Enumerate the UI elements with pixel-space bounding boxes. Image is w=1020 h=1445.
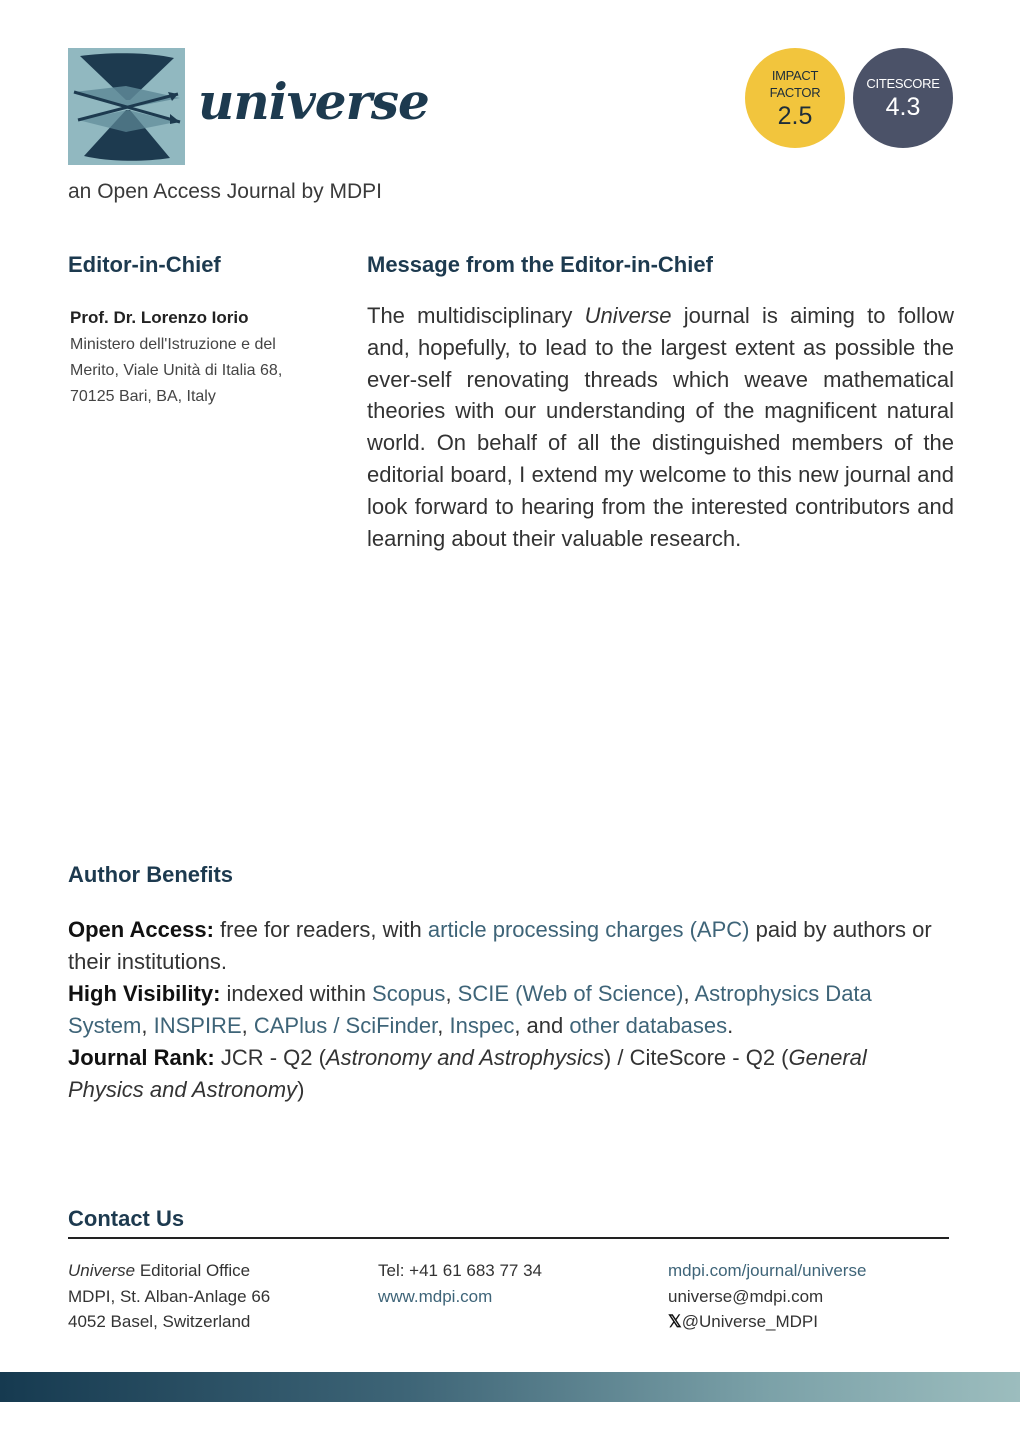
contact-phone-web	[378, 1258, 542, 1309]
journal-rank-label: Journal Rank:	[68, 1045, 215, 1070]
editor-name: Prof. Dr. Lorenzo Iorio	[70, 308, 249, 327]
impact-factor-value: 2.5	[777, 101, 813, 130]
and-text: , and	[514, 1013, 570, 1038]
contact-online	[668, 1258, 866, 1335]
citescore-value: 4.3	[885, 93, 921, 121]
high-visibility-benefit	[68, 978, 948, 1042]
scie-link[interactable]: SCIE (Web of Science)	[457, 981, 684, 1006]
journal-title: universe	[198, 72, 429, 131]
separator: ,	[445, 981, 458, 1006]
office-label: Editorial Office	[135, 1261, 251, 1280]
editor-message	[367, 300, 954, 554]
scopus-link[interactable]: Scopus	[372, 981, 446, 1006]
x-logo-icon: 𝕏	[668, 1312, 682, 1331]
apc-link[interactable]: article processing charges (APC)	[427, 917, 750, 942]
open-access-text-2: paid by authors or their institutions.	[68, 917, 932, 974]
office-journal-name: Universe	[68, 1261, 136, 1280]
impact-factor-label-1: IMPACT	[771, 67, 819, 83]
journal-logo	[68, 48, 185, 165]
editorial-office	[68, 1258, 270, 1284]
contact-heading: Contact Us	[68, 1206, 185, 1231]
footer-gradient-bar	[0, 1372, 1020, 1402]
citescore-badge	[853, 48, 953, 148]
message-journal-name: Universe	[584, 303, 672, 328]
mdpi-website-link[interactable]: www.mdpi.com	[378, 1286, 493, 1306]
contact-address	[68, 1258, 270, 1335]
inspire-link[interactable]: INSPIRE	[153, 1013, 242, 1038]
jcr-category: Astronomy and Astrophysics	[325, 1045, 604, 1070]
message-heading: Message from the Editor-in-Chief	[367, 252, 713, 277]
address-line-1: MDPI, St. Alban-Anlage 66	[68, 1286, 271, 1306]
publisher-line: an Open Access Journal by MDPI	[68, 180, 382, 203]
separator: ,	[437, 1013, 450, 1038]
closing-paren: )	[297, 1077, 305, 1102]
author-benefits	[68, 914, 948, 1106]
editor-in-chief-heading: Editor-in-Chief	[68, 252, 221, 277]
message-part-2: journal is aiming to follow and, hopefully, to lead to the largest extent as possible the ever-self renovating threads which weave mathematical theories with our understanding of the magnificent natural world. On behalf of all the distinguished members of the editorial board, I extend my welcome to this new journal and look forward to hearing from the interested contributors and learning about their valuable research.	[367, 303, 954, 551]
citescore-category: General Physics and Astronomy	[68, 1045, 867, 1102]
separator: ,	[141, 1013, 154, 1038]
open-access-text-1: free for readers, with	[213, 917, 428, 942]
inspec-link[interactable]: Inspec	[449, 1013, 515, 1038]
address-line-2: 4052 Basel, Switzerland	[68, 1312, 251, 1331]
message-part-1: The multidisciplinary	[367, 303, 585, 328]
period: .	[727, 1013, 734, 1038]
open-access-benefit	[68, 914, 948, 978]
citescore-text: ) / CiteScore - Q2 (	[603, 1045, 789, 1070]
caplus-link[interactable]: CAPlus / SciFinder	[253, 1013, 438, 1038]
universe-logo-icon	[68, 48, 185, 165]
x-account[interactable]	[668, 1309, 866, 1335]
open-access-label: Open Access:	[68, 917, 214, 942]
jcr-text: JCR - Q2 (	[214, 1045, 326, 1070]
editor-affiliation: Ministero dell'Istruzione e del Merito, Viale Unità di Italia 68, 70125 Bari, BA, Italy	[70, 336, 283, 405]
impact-factor-badge	[745, 48, 845, 148]
high-visibility-label: High Visibility:	[68, 981, 221, 1006]
telephone: Tel: +41 61 683 77 34	[378, 1261, 542, 1280]
impact-factor-label-2: FACTOR	[769, 84, 821, 100]
high-visibility-text: indexed within	[220, 981, 373, 1006]
other-databases-link[interactable]: other databases	[569, 1013, 728, 1038]
contact-email[interactable]: universe@mdpi.com	[668, 1286, 824, 1306]
journal-rank-benefit	[68, 1042, 948, 1106]
separator: ,	[241, 1013, 254, 1038]
x-handle: @Universe_MDPI	[681, 1312, 818, 1331]
citescore-label: CITESCORE	[866, 76, 940, 91]
contact-divider	[68, 1237, 949, 1239]
author-benefits-heading: Author Benefits	[68, 862, 233, 887]
separator: ,	[683, 981, 695, 1006]
journal-url-link[interactable]: mdpi.com/journal/universe	[668, 1261, 867, 1280]
ads-link[interactable]: Astrophysics Data System	[68, 981, 872, 1038]
